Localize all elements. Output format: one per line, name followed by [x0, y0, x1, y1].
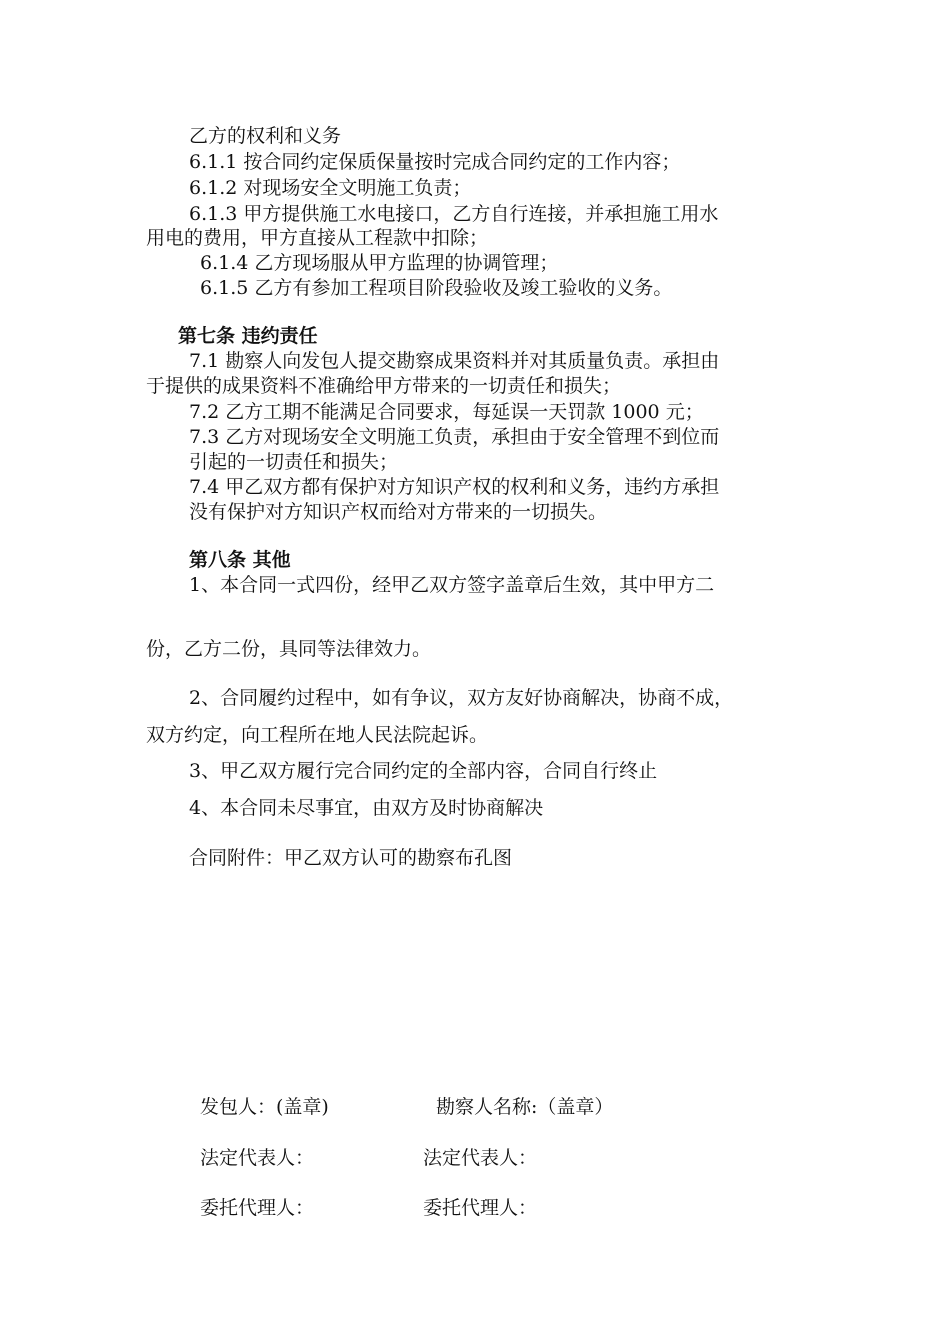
section7-heading: 第七条 违约责任 [178, 325, 318, 347]
clause-7-4-cont: 没有保护对方知识产权而给对方带来的一切损失。 [189, 501, 608, 523]
clause-7-4: 7.4 甲乙双方都有保护对方知识产权的权利和义务，违约方承担 [189, 476, 720, 498]
clause-6-1-2: 6.1.2 对现场安全文明施工负责； [189, 177, 472, 199]
clause-7-2: 7.2 乙方工期不能满足合同要求，每延误一天罚款 1000 元； [189, 401, 704, 423]
clause-8-2-cont: 双方约定，向工程所在地人民法院起诉。 [146, 724, 489, 746]
clause-6-1-5: 6.1.5 乙方有参加工程项目阶段验收及竣工验收的义务。 [200, 277, 673, 299]
clause-8-1: 1、本合同一式四份，经甲乙双方签字盖章后生效，其中甲方二 [189, 574, 715, 596]
party-a-legal-rep: 法定代表人： [200, 1147, 315, 1169]
clause-6-1-3-cont: 用电的费用，甲方直接从工程款中扣除； [146, 227, 489, 249]
clause-6-1-3: 6.1.3 甲方提供施工水电接口，乙方自行连接，并承担施工用水 [189, 203, 719, 225]
section8-heading: 第八条 其他 [189, 549, 291, 571]
attachment-line: 合同附件：甲乙双方认可的勘察布孔图 [189, 847, 513, 869]
party-a-seal: 发包人：(盖章) [200, 1096, 329, 1118]
clause-8-3: 3、甲乙双方履行完合同约定的全部内容，合同自行终止 [189, 760, 658, 782]
clause-7-1: 7.1 勘察人向发包人提交勘察成果资料并对其质量负责。承担由 [189, 350, 720, 372]
party-a-agent: 委托代理人： [200, 1197, 315, 1219]
clause-8-4: 4、本合同未尽事宜，由双方及时协商解决 [189, 797, 544, 819]
clause-7-3-cont: 引起的一切责任和损失； [189, 451, 399, 473]
clause-7-1-cont: 于提供的成果资料不准确给甲方带来的一切责任和损失； [146, 375, 622, 397]
clause-6-1-4: 6.1.4 乙方现场服从甲方监理的协调管理； [200, 252, 559, 274]
clause-8-2: 2、合同履约过程中，如有争议，双方友好协商解决，协商不成， [189, 687, 734, 709]
clause-7-3: 7.3 乙方对现场安全文明施工负责，承担由于安全管理不到位而 [189, 426, 720, 448]
party-b-legal-rep: 法定代表人： [423, 1147, 538, 1169]
clause-8-1-cont: 份，乙方二份，具同等法律效力。 [146, 638, 432, 660]
party-b-seal: 勘察人名称:（盖章） [436, 1096, 614, 1118]
party-b-agent: 委托代理人： [423, 1197, 538, 1219]
section6-heading: 乙方的权利和义务 [189, 125, 342, 147]
clause-6-1-1: 6.1.1 按合同约定保质保量按时完成合同约定的工作内容； [189, 151, 681, 173]
